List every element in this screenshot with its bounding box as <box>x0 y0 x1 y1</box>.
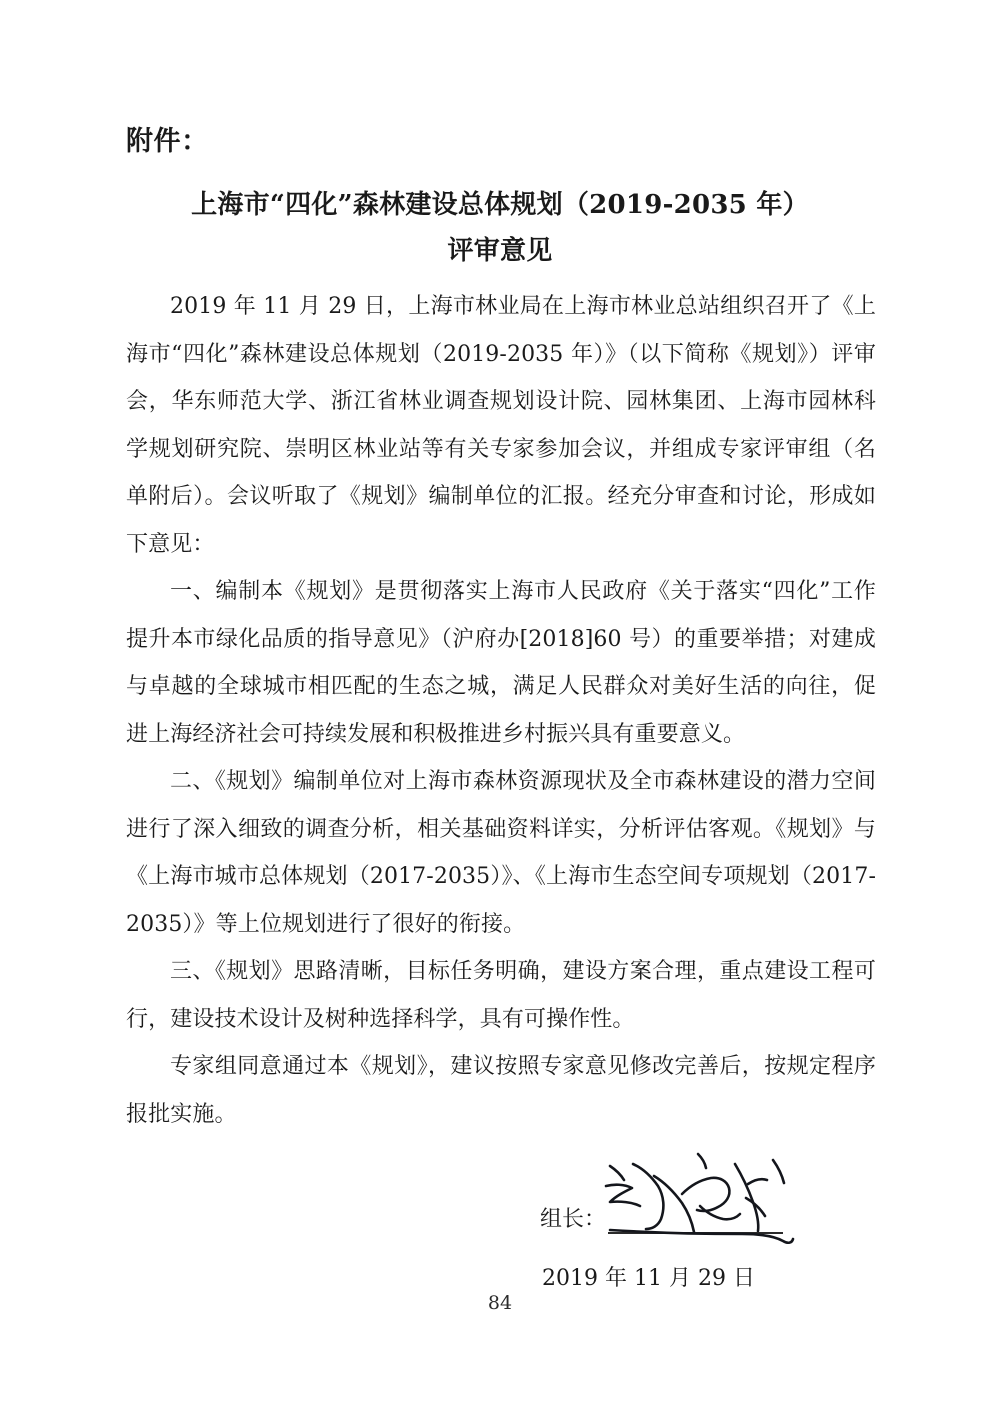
paragraph-item-one: 一、编制本《规划》是贯彻落实上海市人民政府《关于落实“四化”工作提升本市绿化品质的指导意见》（沪府办[2018]60 号）的重要举措；对建成与卓越的全球城市相匹配的生态之城，满足人民群众对美好生活的向往，促进上海经济社会可持续发展和积极推进乡村振兴具有重要意义。 <box>126 579 876 747</box>
title-line-sub: 评审意见 <box>447 236 553 266</box>
signature-block <box>540 1196 920 1300</box>
paragraph-intro: 2019 年 11 月 29 日，上海市林业局在上海市林业总站组织召开了《上海市“四化”森林建设总体规划（2019-2035 年）》（以下简称《规划》）评审会，华东师范大学、浙江省林业调查规划设计院、园林集团、上海市园林科学规划研究院、崇明区林业站等有关专家参加会议，并组成专家评审组（名单附后）。会议听取了《规划》编制单位的汇报。经充分审查和讨论，形成如下意见： <box>126 294 876 557</box>
paragraph-conclusion: 专家组同意通过本《规划》，建议按照专家意见修改完善后，按规定程序报批实施。 <box>126 1054 876 1127</box>
paragraph-item-two: 二、《规划》编制单位对上海市森林资源现状及全市森林建设的潜力空间进行了深入细致的调查分析，相关基础资料详实，分析评估客观。《规划》与《上海市城市总体规划（2017-2035）》、《上海市生态空间专项规划（2017-2035）》等上位规划进行了很好的衔接。 <box>126 769 876 937</box>
signature-rule <box>608 1232 783 1234</box>
handwritten-signature-icon <box>602 1140 802 1245</box>
paragraph-item-three: 三、《规划》思路清晰，目标任务明确，建设方案合理，重点建设工程可行，建设技术设计及树种选择科学，具有可操作性。 <box>126 959 876 1032</box>
signature-row <box>540 1196 920 1244</box>
page-title <box>0 182 1000 274</box>
document-body <box>126 283 876 1138</box>
signature-label: 组长： <box>540 1207 607 1232</box>
attachment-label: 附件： <box>126 126 209 157</box>
page-number: 84 <box>487 1292 513 1314</box>
signature-date: 2019 年 11 月 29 日 <box>542 1266 755 1291</box>
title-line-main: 上海市“四化”森林建设总体规划（2019-2035 年） <box>191 190 809 220</box>
